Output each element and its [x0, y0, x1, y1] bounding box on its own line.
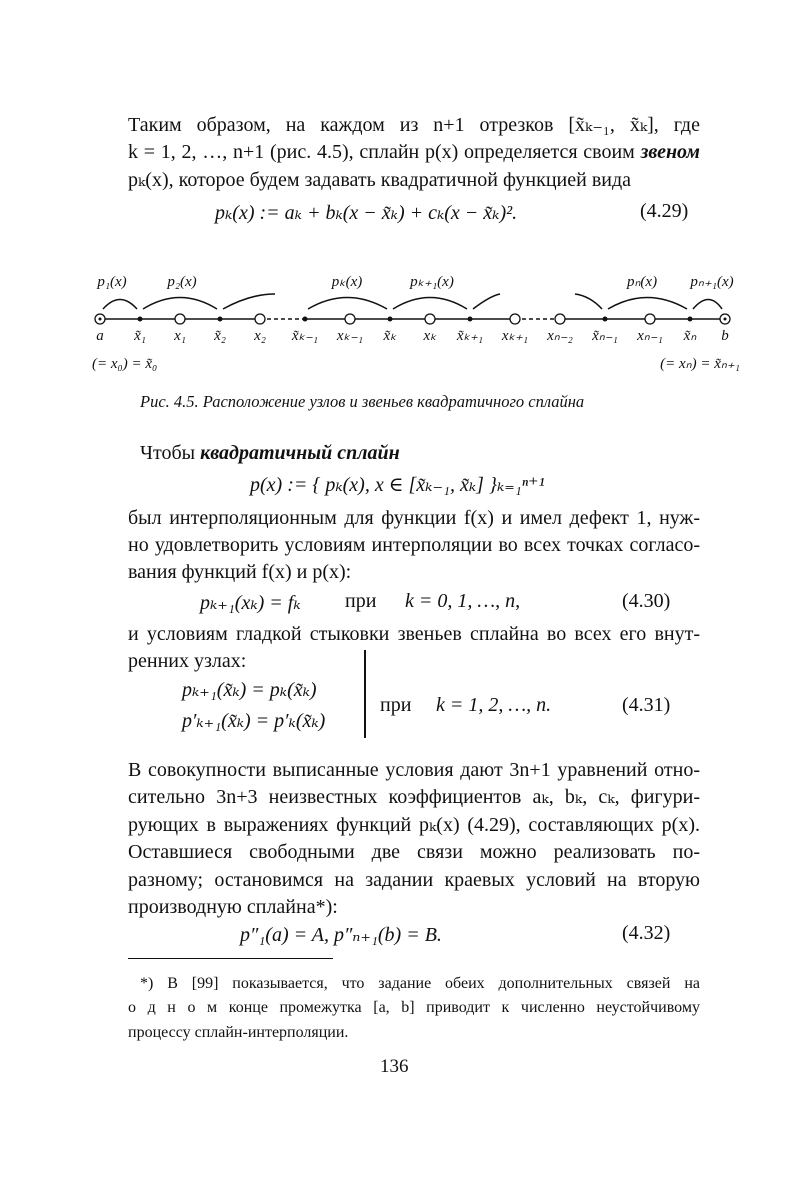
node-label: xₖ₋₁: [336, 328, 364, 344]
footnote-separator: [128, 958, 333, 959]
para2-line2: был интерполяционным для функции f(x) и имел дефект 1, нуж-: [128, 507, 700, 529]
index-range: k = 1, 2, …, n.: [436, 694, 552, 716]
node-label: x₂: [254, 328, 266, 344]
node-label: xₙ₋₂: [547, 328, 573, 344]
left-note: (= x₀) = x̃₀: [92, 356, 158, 372]
condition-word: при: [345, 590, 377, 612]
node-label: xₖ: [423, 328, 437, 344]
para2-line4: вания функций f(x) и p(x):: [128, 561, 352, 583]
arc-label: pₙ₊₁(x): [690, 274, 734, 290]
equation-4-31-row2: p′ₖ₊₁(x̃ₖ) = p′ₖ(x̃ₖ): [182, 710, 326, 732]
arc-label: p₁(x): [97, 274, 127, 290]
node-label: xₙ₋₁: [637, 328, 663, 344]
figure-caption: Рис. 4.5. Расположение узлов и звеньев квадратичного сплайна: [140, 392, 585, 411]
para4-line3: рующих в выражениях функций pₖ(x) (4.29), составляющих p(x).: [128, 814, 700, 836]
equation-4-29: pₖ(x) := aₖ + bₖ(x − x̃ₖ) + cₖ(x − x̃ₖ)².: [215, 202, 518, 224]
node-label: xₖ₊₁: [501, 328, 529, 344]
equation-4-31-row1: pₖ₊₁(x̃ₖ) = pₖ(x̃ₖ): [182, 679, 317, 701]
node-label: b: [721, 328, 729, 344]
arc-label: pₖ₊₁(x): [410, 274, 454, 290]
node-label: x̃₂: [214, 328, 226, 344]
para1-line2: [128, 139, 700, 166]
para4-line4: Оставшиеся свободными две связи можно реализовать по-: [128, 841, 700, 863]
arc-label: pₙ(x): [626, 274, 658, 290]
para4-line2: сительно 3n+3 неизвестных коэффициентов aₖ, bₖ, cₖ, фигури-: [128, 786, 700, 808]
node-label: a: [96, 328, 104, 344]
node-label: x₁: [174, 328, 186, 344]
node-label: x̃ₖ: [383, 328, 397, 344]
footnote-line3: процессу сплайн-интерполяции.: [128, 1024, 349, 1041]
footnote-line1: *) В [99] показывается, что задание обеих дополнительных связей на: [140, 975, 700, 992]
para4-line5: разному; остановимся на задании краевых условий на вторую: [128, 869, 700, 891]
node-label: x̃ₙ: [683, 328, 697, 344]
para3-line1: и условиям гладкой стыковки звеньев сплайна во всех его внут-: [128, 623, 700, 645]
node-label: x̃ₖ₊₁: [456, 328, 484, 344]
equation-number: (4.29): [640, 200, 689, 222]
page-number: 136: [380, 1056, 409, 1077]
index-range: k = 0, 1, …, n,: [405, 590, 521, 612]
para3-line2: ренних узлах:: [128, 650, 247, 672]
spline-nodes-diagram: [0, 260, 794, 380]
equation-number: (4.30): [622, 590, 671, 612]
node-label: x̃₁: [134, 328, 146, 344]
node-label: x̃ₖ₋₁: [291, 328, 319, 344]
condition-word: при: [380, 694, 412, 716]
equation-number: (4.32): [622, 922, 671, 944]
equation-4-32: p″₁(a) = A, p″ₙ₊₁(b) = B.: [240, 924, 442, 946]
text: k = 1, 2, …, n+1 (рис. 4.5), сплайн p(x) определяется своим: [128, 141, 641, 163]
spline-definition: p(x) := { pₖ(x), x ∈ [x̃ₖ₋₁, x̃ₖ] }ₖ₌₁ⁿ⁺¹: [250, 474, 545, 496]
term-quadratic-spline: квадратичный сплайн: [200, 442, 400, 464]
arc-label: pₖ(x): [331, 274, 363, 290]
para1-line3: pₖ(x), которое будем задавать квадратичной функцией вида: [128, 169, 632, 191]
para4-line6: производную сплайна*):: [128, 896, 338, 918]
equation-4-30: pₖ₊₁(xₖ) = fₖ: [200, 592, 301, 614]
node-label: x̃ₙ₋₁: [592, 328, 618, 344]
para4-line1: В совокупности выписанные условия дают 3n+1 уравнений отно-: [128, 759, 700, 781]
system-bar: [364, 650, 366, 738]
equation-number: (4.31): [622, 694, 671, 716]
right-note: (= xₙ) = x̃ₙ₊₁: [660, 356, 740, 372]
term-zveno: звеном: [640, 141, 700, 163]
text: Чтобы: [140, 442, 201, 464]
para1-line1: Таким образом, на каждом из n+1 отрезков [x̃ₖ₋₁, x̃ₖ], где: [128, 114, 700, 136]
para2-line1: [140, 440, 712, 467]
arc-label: p₂(x): [167, 274, 197, 290]
para2-line3: но удовлетворить условиям интерполяции во всех точках согласо-: [128, 534, 700, 556]
footnote-line2: о д н о м конце промежутка [a, b] приводит к численно неустойчивому: [128, 999, 700, 1016]
